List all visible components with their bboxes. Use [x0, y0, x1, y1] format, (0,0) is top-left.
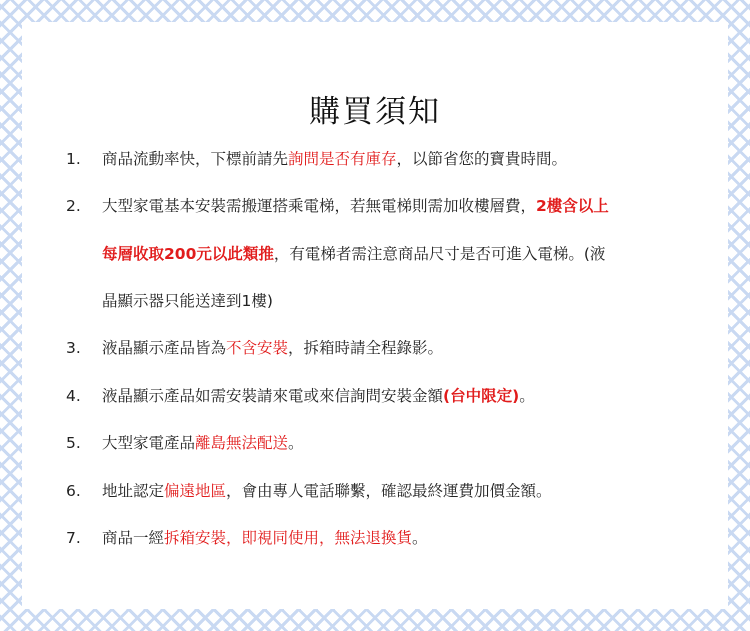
- item-text-part: ，會由專人電話聯繫，確認最終運費加價金額。: [226, 482, 552, 500]
- highlight-text: 拆箱安裝，即視同使用，無法退換貨: [164, 529, 413, 547]
- item-text: [102, 149, 567, 169]
- item-text: [102, 528, 428, 548]
- item-text-part: 液晶顯示產品如需安裝請來電或來信詢問安裝金額: [102, 387, 444, 405]
- item-text: [102, 433, 304, 453]
- highlight-text: 離島無法配送: [195, 434, 289, 452]
- item-text-part: 。: [412, 529, 428, 547]
- item-text-part: 。: [519, 387, 535, 405]
- item-text-part: 。: [288, 434, 304, 452]
- item-text-part: 大型家電基本安裝需搬運搭乘電梯，若無電梯則需加收樓層費，: [102, 197, 537, 215]
- item-text-part: ，以節省您的寶貴時間。: [396, 150, 568, 168]
- item-text: 晶顯示器只能送達到1樓): [102, 292, 273, 310]
- item-number: 5.: [66, 434, 81, 452]
- item-text-part: ，有電梯者需注意商品尺寸是否可進入電梯。(液: [273, 245, 606, 263]
- item-text: [102, 338, 443, 358]
- item-number: 3.: [66, 339, 81, 357]
- highlight-text: 每層收取200元以此類推: [102, 245, 274, 263]
- item-number: 2.: [66, 197, 81, 215]
- highlight-text: (台中限定): [443, 387, 520, 405]
- item-text-part: ，拆箱時請全程錄影。: [288, 339, 444, 357]
- highlight-text: 詢問是否有庫存: [288, 150, 397, 168]
- item-number: 6.: [66, 482, 81, 500]
- highlight-text: 偏遠地區: [164, 482, 227, 500]
- item-text: [102, 196, 609, 216]
- item-number: 1.: [66, 150, 81, 168]
- item-text: [102, 244, 605, 264]
- page-title: 購買須知: [309, 94, 441, 130]
- highlight-text: 不含安裝: [226, 339, 289, 357]
- item-text-part: 商品一經: [102, 529, 165, 547]
- item-text: [102, 386, 535, 406]
- item-text-part: 地址認定: [102, 482, 165, 500]
- item-number: 4.: [66, 387, 81, 405]
- item-text: [102, 481, 552, 501]
- highlight-text: 2樓含以上: [536, 197, 609, 215]
- item-text-part: 液晶顯示產品皆為: [102, 339, 227, 357]
- item-text-part: 大型家電產品: [102, 434, 196, 452]
- item-number: 7.: [66, 529, 81, 547]
- item-text-part: 商品流動率快，下標前請先: [102, 150, 289, 168]
